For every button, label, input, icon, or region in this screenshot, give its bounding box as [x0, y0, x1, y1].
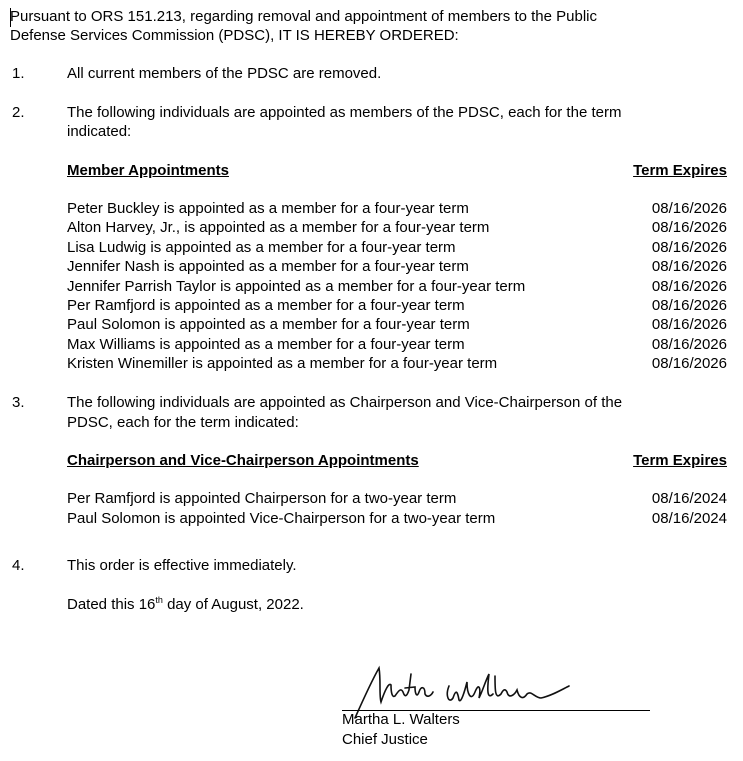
item-3-text-2: PDSC, each for the term indicated:: [67, 414, 299, 431]
chair-heading: Chairperson and Vice-Chairperson Appointments: [67, 452, 419, 469]
item-3-number: 3.: [12, 394, 25, 411]
appointment-text: Per Ramfjord is appointed Chairperson for a two-year term: [67, 490, 457, 507]
item-1-number: 1.: [12, 65, 25, 82]
item-2-text: The following individuals are appointed as members of the PDSC, each for the term: [67, 104, 622, 121]
appointment-text: Paul Solomon is appointed as a member for a four-year term: [67, 316, 470, 334]
appointment-text: Lisa Ludwig is appointed as a member for a four-year term: [67, 238, 456, 256]
appointment-text: Paul Solomon is appointed Vice-Chairperson for a two-year term: [67, 510, 496, 527]
appointment-text: Kristen Winemiller is appointed as a member for a four-year term: [67, 355, 498, 373]
appointment-text: Jennifer Parrish Taylor is appointed as a member for a four-year term: [67, 277, 526, 295]
chair-term-heading: Term Expires: [633, 452, 727, 469]
appointment-text: Alton Harvey, Jr., is appointed as a member for a four-year term: [67, 219, 490, 237]
item-2-number: 2.: [12, 104, 25, 121]
term-expires-date: 08/16/2026: [651, 335, 727, 353]
term-expires-date: 08/16/2024: [651, 510, 727, 527]
appointment-text: Max Williams is appointed as a member for a four-year term: [67, 335, 465, 353]
signer-name: Martha L. Walters: [342, 711, 460, 728]
term-expires-date: 08/16/2024: [651, 490, 727, 507]
preamble-line-1: Pursuant to ORS 151.213, regarding removal and appointment of members to the Public: [10, 8, 597, 25]
term-expires-date: 08/16/2026: [651, 258, 727, 276]
appointment-text: Per Ramfjord is appointed as a member for a four-year term: [67, 297, 465, 314]
item-4-text: This order is effective immediately.: [67, 557, 297, 574]
term-expires-date: 08/16/2026: [651, 200, 727, 217]
signer-title: Chief Justice: [342, 731, 428, 748]
dated-prefix: Dated this 16: [67, 596, 156, 613]
item-1-text: All current members of the PDSC are removed.: [67, 65, 382, 82]
appointment-text: Jennifer Nash is appointed as a member for a four-year term: [67, 258, 469, 276]
term-expires-date: 08/16/2026: [651, 297, 727, 314]
term-expires-date: 08/16/2026: [651, 316, 727, 334]
dated-line: [67, 596, 304, 614]
preamble-line-2: Defense Services Commission (PDSC), IT IS HEREBY ORDERED:: [10, 27, 459, 44]
term-expires-date: 08/16/2026: [651, 277, 727, 295]
term-expires-date: 08/16/2026: [651, 355, 727, 373]
appointment-text: Peter Buckley is appointed as a member for a four-year term: [67, 200, 469, 217]
dated-sup: th: [155, 595, 163, 605]
dated-suffix: day of August, 2022.: [162, 596, 304, 613]
term-expires-date: 08/16/2026: [651, 238, 727, 256]
members-heading: Member Appointments: [67, 162, 229, 179]
term-expires-date: 08/16/2026: [651, 219, 727, 237]
members-term-heading: Term Expires: [633, 162, 727, 179]
item-3-text: The following individuals are appointed as Chairperson and Vice-Chairperson of the: [67, 394, 623, 411]
item-4-number: 4.: [12, 557, 25, 574]
item-2-text-2: indicated:: [67, 123, 132, 140]
